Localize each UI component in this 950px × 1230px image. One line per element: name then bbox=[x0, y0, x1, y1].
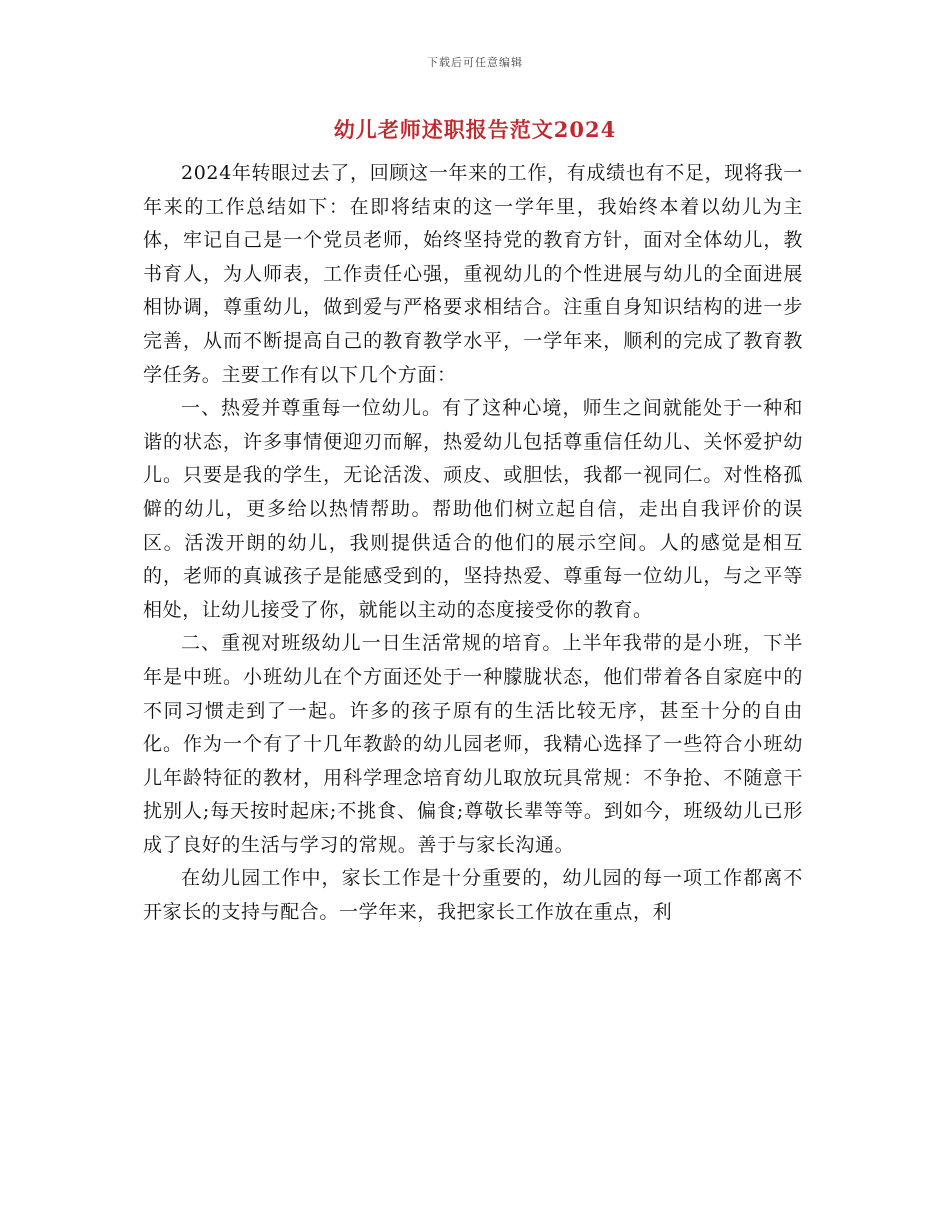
document-title: 幼儿老师述职报告范文2024 bbox=[333, 117, 617, 142]
document-body bbox=[143, 157, 803, 930]
paragraph-intro: 2024年转眼过去了，回顾这一年来的工作，有成绩也有不足，现将我一年来的工作总结如下：在即将结束的这一学年里，我始终本着以幼儿为主体，牢记自己是一个党员老师，始终坚持党的教育方针，面对全体幼儿，教书育人，为人师表，工作责任心强，重视幼儿的个性进展与幼儿的全面进展相协调，尊重幼儿，做到爱与严格要求相结合。注重自身知识结构的进一步完善，从而不断提高自己的教育教学水平，一学年来，顺利的完成了教育教学任务。主要工作有以下几个方面： bbox=[143, 162, 803, 386]
page-header-note: 下载后可任意编辑 bbox=[427, 56, 523, 69]
paragraph-section-1: 一、热爱并尊重每一位幼儿。有了这种心境，师生之间就能处于一种和谐的状态，许多事情便迎刃而解，热爱幼儿包括尊重信任幼儿、关怀爱护幼儿。只要是我的学生，无论活泼、顽皮、或胆怯，我都一视同仁。对性格孤僻的幼儿，更多给以热情帮助。帮助他们树立起自信，走出自我评价的误区。活泼开朗的幼儿，我则提供适合的他们的展示空间。人的感觉是相互的，老师的真诚孩子是能感受到的，坚持热爱、尊重每一位幼儿，与之平等相处，让幼儿接受了你，就能以主动的态度接受你的教育。 bbox=[143, 397, 803, 621]
paragraph-parents: 在幼儿园工作中，家长工作是十分重要的，幼儿园的每一项工作都离不开家长的支持与配合。一学年来，我把家长工作放在重点，利 bbox=[143, 867, 803, 924]
paragraph-section-2: 二、重视对班级幼儿一日生活常规的培育。上半年我带的是小班，下半年是中班。小班幼儿在个方面还处于一种朦胧状态，他们带着各自家庭中的不同习惯走到了一起。许多的孩子原有的生活比较无序，甚至十分的自由化。作为一个有了十几年教龄的幼儿园老师，我精心选择了一些符合小班幼儿年龄特征的教材，用科学理念培育幼儿取放玩具常规：不争抢、不随意干扰别人;每天按时起床;不挑食、偏食;尊敬长辈等等。到如今，班级幼儿已形成了良好的生活与学习的常规。善于与家长沟通。 bbox=[143, 632, 803, 856]
